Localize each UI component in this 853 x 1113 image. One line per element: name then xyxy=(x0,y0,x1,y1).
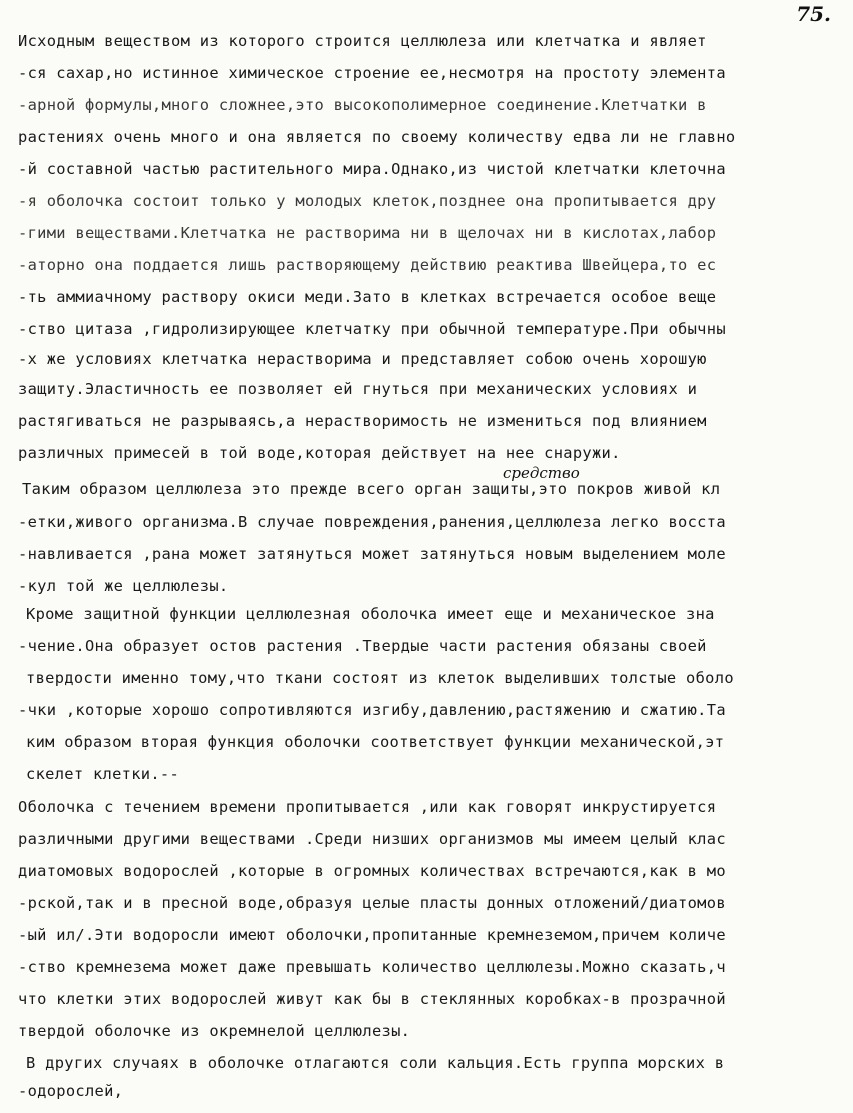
text-line-21: твердости именно тому,что ткани состоят из клеток выделивших толстые оболо xyxy=(26,669,734,687)
text-line-28: -рской,так и в пресной воде,образуя целые пласты донных отложений/диатомов xyxy=(18,894,726,912)
text-line-27: диатомовых водорослей ,которые в огромных количествах встречаются,как в мо xyxy=(18,862,726,880)
text-line-33: В других случаях в оболочке отлагаются соли кальция.Есть группа морских в xyxy=(26,1054,725,1072)
text-line-7: -гими веществами.Клетчатка не растворима ни в щелочах ни в кислотах,лабор xyxy=(18,224,717,242)
text-line-6: -я оболочка состоит только у молодых клеток,позднее она пропитывается дру xyxy=(18,192,717,210)
text-line-17: -навливается ,рана может затянуться может затянуться новым выделением моле xyxy=(18,545,726,563)
text-line-23: ким образом вторая функция оболочки соответствует функции механической,эт xyxy=(26,733,725,751)
text-line-24: скелет клетки.-- xyxy=(26,765,180,783)
text-line-16: -етки,живого организма.В случае повреждения,ранения,целлюлеза легко восста xyxy=(18,513,726,531)
text-line-30: -ство кремнезема может даже превышать количество целлюлезы.Можно сказать,ч xyxy=(18,958,726,976)
text-line-19: Кроме защитной функции целлюлезная оболочка имеет еще и механическое зна xyxy=(26,605,715,623)
text-line-18: -кул той же целлюлезы. xyxy=(18,577,229,595)
text-line-9: -ть аммиачному раствору окиси меди.Зато в клетках встречается особое веще xyxy=(18,288,717,306)
text-line-4: растениях очень много и она является по своему количеству едва ли не главно xyxy=(18,128,736,146)
text-line-13: растягиваться не разрываясь,а нерастворимость не измениться под влиянием xyxy=(18,412,707,430)
text-line-11: -х же условиях клетчатка нерастворима и представляет собою очень хорошую xyxy=(18,350,707,368)
text-line-10: -ство цитаза ,гидролизирующее клетчатку при обычной температуре.При обычны xyxy=(18,320,726,338)
page-number: 75. xyxy=(796,2,831,26)
text-line-15: Таким образом целлюлеза это прежде всего орган защиты,это покров живой кл xyxy=(22,480,721,498)
text-line-1: Исходным веществом из которого строится целлюлеза или клетчатка и являет xyxy=(18,32,707,50)
text-line-26: различными другими веществами .Среди низших организмов мы имеем целый клас xyxy=(18,830,726,848)
text-line-29: -ый ил/.Эти водоросли имеют оболочки,пропитанные кремнеземом,причем количе xyxy=(18,926,726,944)
text-line-31: что клетки этих водорослей живут как бы в стеклянных коробках-в прозрачной xyxy=(18,990,726,1008)
text-line-34: -одорослей, xyxy=(18,1082,124,1100)
text-line-3: -арной формулы,много сложнее,это высокополимерное соединение.Клетчатки в xyxy=(18,96,707,114)
handwritten-insert: средство xyxy=(503,464,580,482)
text-line-2: -ся сахар,но истинное химическое строение ее,несмотря на простоту элемента xyxy=(18,64,726,82)
text-line-25: Оболочка с течением времени пропитывается ,или как говорят инкрустируется xyxy=(18,798,717,816)
text-line-8: -аторно она поддается лишь растворяющему действию реактива Швейцера,то ес xyxy=(18,256,717,274)
text-line-32: твердой оболочке из окремнелой целлюлезы. xyxy=(18,1022,411,1040)
text-line-20: -чение.Она образует остов растения .Твердые части растения обязаны своей xyxy=(18,637,707,655)
text-line-5: -й составной частью растительного мира.Однако,из чистой клетчатки клеточна xyxy=(18,160,726,178)
text-line-22: -чки ,которые хорошо сопротивляются изгибу,давлению,растяжению и сжатию.Та xyxy=(18,701,726,719)
text-line-14: различных примесей в той воде,которая действует на нее снаружи. xyxy=(18,444,621,462)
text-line-12: защиту.Эластичность ее позволяет ей гнуться при механических условиях и xyxy=(18,380,698,398)
